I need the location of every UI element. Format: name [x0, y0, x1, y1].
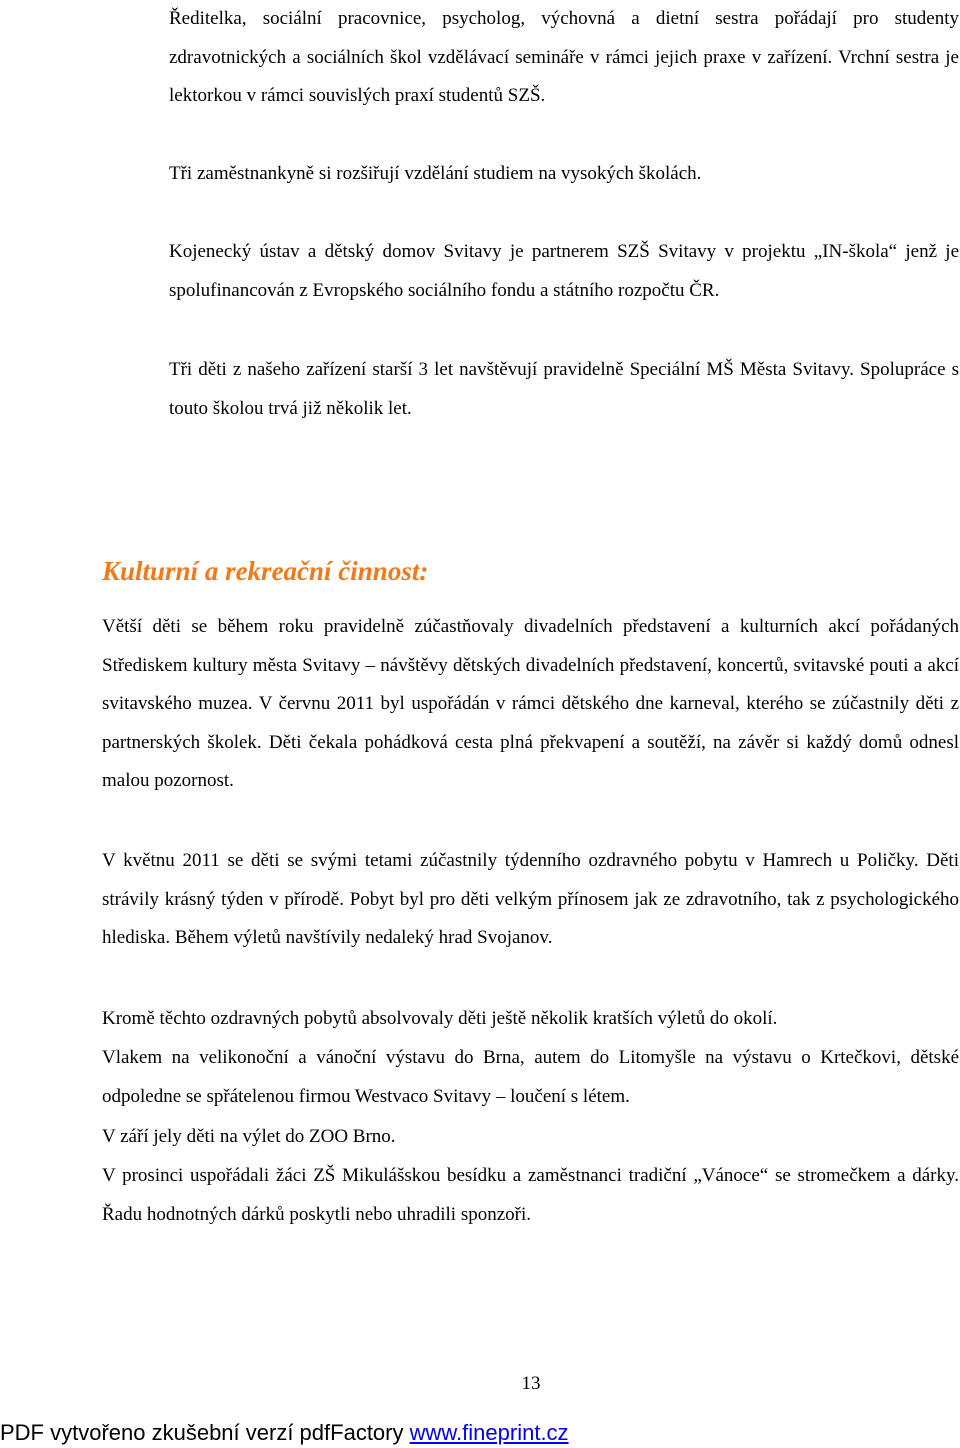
paragraph-kindergarten: Tři děti z našeho zařízení starší 3 let navštěvují pravidelně Speciální MŠ Města Svitavy. Spolupráce s touto školou trvá již několik let.	[169, 359, 959, 419]
paragraph-practice: Ředitelka, sociální pracovnice, psycholog, výchovná a dietní sestra pořádají pro studenty zdravotnických a sociálních škol vzdělávací semináře v rámci jejich praxe v zařízení. Vrchní sestra je lektorkou v rámci souvislých praxí studentů SZŠ.	[169, 8, 959, 106]
paragraph-zoo: V září jely děti na výlet do ZOO Brno.	[102, 1126, 396, 1147]
paragraph-cultural: Větší děti se během roku pravidelně zúčastňovaly divadelních představení a kulturních akcí pořádaných Střediskem kultury města Svitavy – návštěvy dětských divadelních představení, koncertů, svitavské pouti a akcí svitavského muzea. V červnu 2011 byl uspořádán v rámci dětského dne karneval, kterého se zúčastnily děti z partnerských školek. Děti čekala pohádková cesta plná překvapení a soutěží, na závěr si každý domů odnesl malou pozornost.	[102, 616, 959, 791]
section-heading: Kulturní a rekreační činnost:	[102, 556, 429, 586]
paragraph-stay: V květnu 2011 se děti se svými tetami zúčastnily týdenního ozdravného pobytu v Hamrech u Poličky. Děti strávily krásný týden v přírodě. Pobyt byl pro děti velkým přínosem jak ze zdravotního, tak z psychologického hlediska. Během výletů navštívily nedaleký hrad Svojanov.	[102, 850, 959, 948]
paragraph-education: Tři zaměstnankyně si rozšiřují vzdělání studiem na vysokých školách.	[169, 163, 702, 184]
paragraph-trips: Kromě těchto ozdravných pobytů absolvovaly děti ještě několik kratších výletů do okolí.	[102, 1008, 778, 1029]
footer-text: PDF vytvořeno zkušební verzí pdfFactory	[0, 1420, 410, 1445]
paragraph-partnership: Kojenecký ústav a dětský domov Svitavy je partnerem SZŠ Svitavy v projektu „IN-škola“ jenž je spolufinancován z Evropského sociálního fondu a státního rozpočtu ČR.	[169, 241, 959, 301]
paragraph-exhibitions: Vlakem na velikonoční a vánoční výstavu do Brna, autem do Litomyšle na výstavu o Krtečkovi, dětské odpoledne se spřátelenou firmou Westvaco Svitavy – loučení s létem.	[102, 1047, 959, 1107]
paragraph-christmas: V prosinci uspořádali žáci ZŠ Mikulášskou besídku a zaměstnanci tradiční „Vánoce“ se stromečkem a dárky. Řadu hodnotných dárků poskytli nebo uhradili sponzoři.	[102, 1165, 959, 1225]
pdf-footer	[0, 1418, 569, 1448]
footer-link[interactable]: www.fineprint.cz	[409, 1420, 569, 1445]
page-number: 13	[521, 1373, 541, 1394]
